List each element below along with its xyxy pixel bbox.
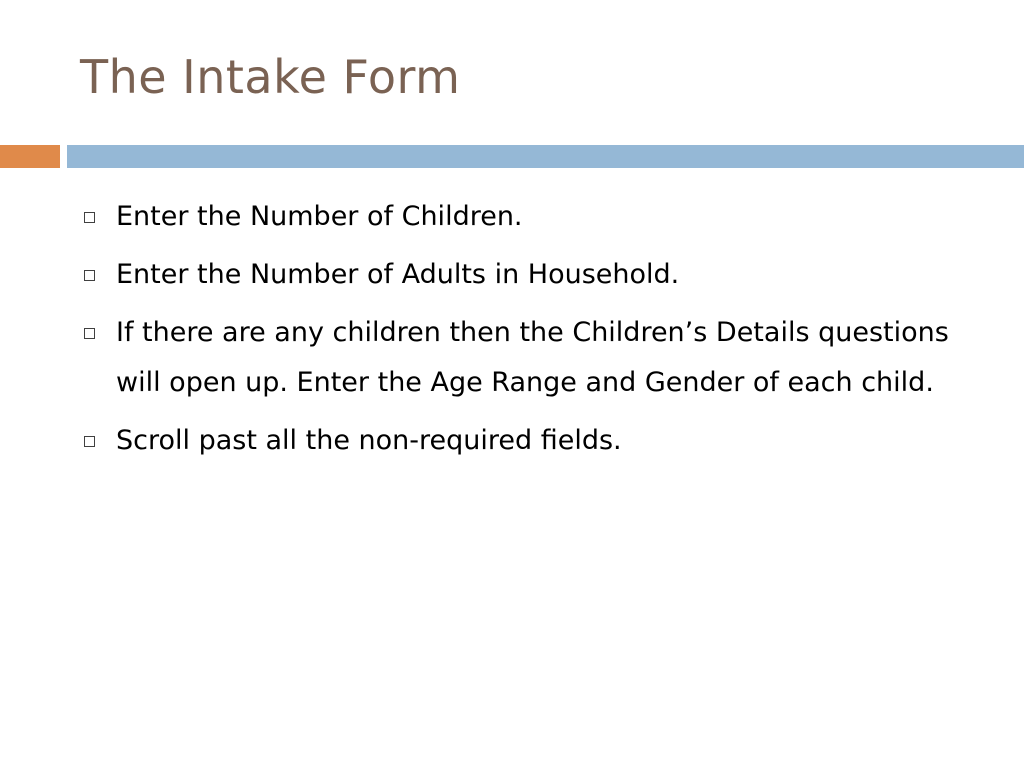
bullet-item — [82, 250, 962, 300]
hollow-square-bullet-icon — [84, 436, 95, 447]
bullet-text: Enter the Number of Adults in Household. — [116, 259, 680, 290]
hollow-square-bullet-icon — [84, 328, 95, 339]
accent-bar-blue — [67, 145, 1024, 168]
hollow-square-bullet-icon — [84, 212, 95, 223]
bullet-text: Scroll past all the non-required fields. — [116, 425, 622, 456]
slide-title: The Intake Form — [80, 50, 461, 104]
accent-bar-orange — [0, 145, 60, 168]
hollow-square-bullet-icon — [84, 270, 95, 281]
bullet-item — [82, 416, 962, 466]
bullet-text: If there are any children then the Children’s Details questions will open up. Enter the Age Range and Gender of each child. — [116, 317, 949, 398]
bullet-list — [82, 192, 962, 474]
bullet-text: Enter the Number of Children. — [116, 201, 523, 232]
bullet-item — [82, 192, 962, 242]
bullet-item — [82, 308, 962, 408]
